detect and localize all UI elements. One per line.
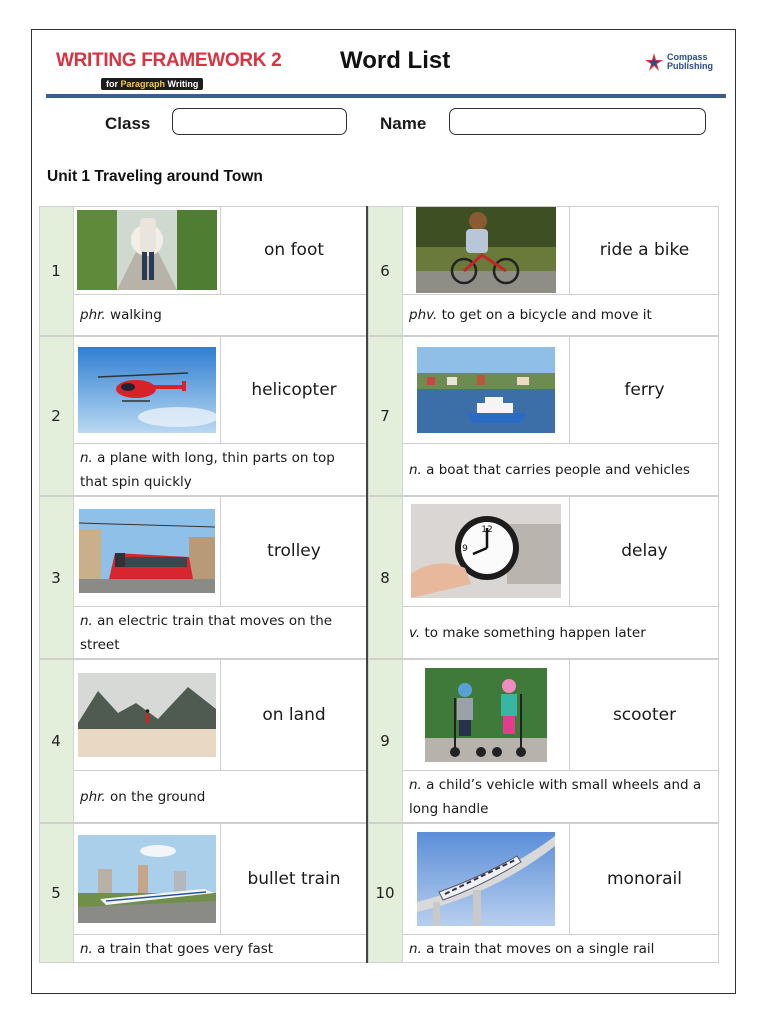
- entry-image-cell: [403, 659, 570, 771]
- entry-word: scooter: [570, 659, 719, 771]
- column-divider: [366, 206, 368, 963]
- entry-number: 6: [368, 206, 403, 336]
- entry-word: bullet train: [221, 823, 367, 935]
- entry-image-cell: [403, 823, 570, 935]
- class-label: Class: [105, 114, 151, 133]
- brand-subtitle: for Paragraph Writing: [101, 78, 203, 90]
- entry-image-cell: [403, 496, 570, 607]
- definition-text: to get on a bicycle and move it: [437, 307, 652, 323]
- part-of-speech: n.: [80, 612, 93, 629]
- word-entry-1: [39, 206, 367, 336]
- header-divider: [46, 94, 726, 98]
- entry-definition: [403, 606, 719, 659]
- definition-text: to make something happen later: [420, 624, 646, 641]
- worksheet-page: [31, 29, 736, 994]
- entry-number: 10: [368, 823, 403, 963]
- walking-feet-path-picture: [77, 210, 217, 290]
- name-label: Name: [380, 114, 427, 133]
- name-field[interactable]: [449, 108, 706, 135]
- definition-text: walking: [105, 307, 162, 323]
- entry-number: 2: [39, 336, 74, 496]
- entry-word: delay: [570, 496, 719, 607]
- page-title: Word List: [340, 47, 451, 74]
- word-entry-10: [368, 823, 719, 963]
- part-of-speech: n.: [409, 776, 422, 793]
- part-of-speech: v.: [409, 624, 421, 641]
- part-of-speech: n.: [80, 940, 93, 957]
- part-of-speech: n.: [409, 461, 422, 478]
- entry-image-cell: [74, 659, 221, 771]
- part-of-speech: n.: [409, 940, 422, 957]
- class-field[interactable]: [172, 108, 347, 135]
- entry-number: 3: [39, 496, 74, 659]
- entry-image-cell: [74, 496, 221, 607]
- entry-image-cell: [74, 823, 221, 935]
- entry-definition: [403, 443, 719, 496]
- entry-image-cell: [74, 206, 221, 295]
- entry-word: helicopter: [221, 336, 367, 444]
- entry-definition: [403, 770, 719, 823]
- part-of-speech: phr.: [80, 788, 106, 805]
- ferry-boat-harbor-picture: [417, 347, 555, 433]
- entry-word: trolley: [221, 496, 367, 607]
- entry-image-cell: [74, 336, 221, 444]
- brand-logo: [56, 50, 282, 91]
- word-entry-8: [368, 496, 719, 659]
- entry-definition: [74, 770, 367, 823]
- publisher-logo: [644, 52, 715, 72]
- entry-definition: [74, 294, 367, 336]
- svg-text:9: 9: [462, 544, 468, 554]
- definition-text: a train that goes very fast: [92, 940, 274, 957]
- svg-text:12: 12: [481, 525, 493, 535]
- word-entry-7: [368, 336, 719, 496]
- word-entry-9: [368, 659, 719, 823]
- definition-text: a plane with long, thin parts on top that spin quickly: [80, 449, 335, 490]
- kids-on-scooters-picture: [425, 668, 547, 762]
- person-desert-mountains-picture: [78, 673, 216, 757]
- entry-number: 4: [39, 659, 74, 823]
- boy-riding-bike-picture: [416, 207, 556, 293]
- definition-text: a train that moves on a single rail: [421, 940, 655, 957]
- red-helicopter-picture: [78, 347, 216, 433]
- entry-definition: [403, 294, 719, 336]
- entry-definition: [74, 606, 367, 659]
- word-table: [39, 206, 719, 963]
- hand-holding-clock-picture: [411, 504, 561, 598]
- entry-word: ride a bike: [570, 206, 719, 295]
- publisher-name: Compass Publishing: [667, 52, 713, 71]
- definition-text: an electric train that moves on the street: [80, 612, 333, 653]
- word-entry-6: [368, 206, 719, 336]
- monorail-track-picture: [417, 832, 555, 926]
- entry-number: 5: [39, 823, 74, 963]
- entry-number: 9: [368, 659, 403, 823]
- red-tram-picture: [79, 509, 215, 593]
- entry-number: 1: [39, 206, 74, 336]
- entry-word: ferry: [570, 336, 719, 444]
- entry-word: monorail: [570, 823, 719, 935]
- entry-number: 7: [368, 336, 403, 496]
- word-entry-5: [39, 823, 367, 963]
- white-bullet-train-picture: [78, 835, 216, 923]
- definition-text: on the ground: [105, 788, 206, 805]
- word-entry-3: [39, 496, 367, 659]
- entry-definition: [74, 934, 367, 963]
- unit-title: Unit 1 Traveling around Town: [47, 168, 263, 185]
- word-entry-2: [39, 336, 367, 496]
- part-of-speech: n.: [80, 449, 93, 466]
- definition-text: a child’s vehicle with small wheels and a long handle: [409, 776, 702, 817]
- brand-title: WRITING FRAMEWORK 2: [56, 50, 282, 71]
- entry-image-cell: [403, 206, 570, 295]
- compass-star-icon: [644, 52, 664, 72]
- definition-text: a boat that carries people and vehicles: [421, 461, 690, 478]
- entry-image-cell: [403, 336, 570, 444]
- entry-definition: [403, 934, 719, 963]
- word-entry-4: [39, 659, 367, 823]
- entry-word: on land: [221, 659, 367, 771]
- part-of-speech: phv.: [409, 307, 438, 323]
- part-of-speech: phr.: [80, 307, 106, 323]
- entry-number: 8: [368, 496, 403, 659]
- entry-definition: [74, 443, 367, 496]
- entry-word: on foot: [221, 206, 367, 295]
